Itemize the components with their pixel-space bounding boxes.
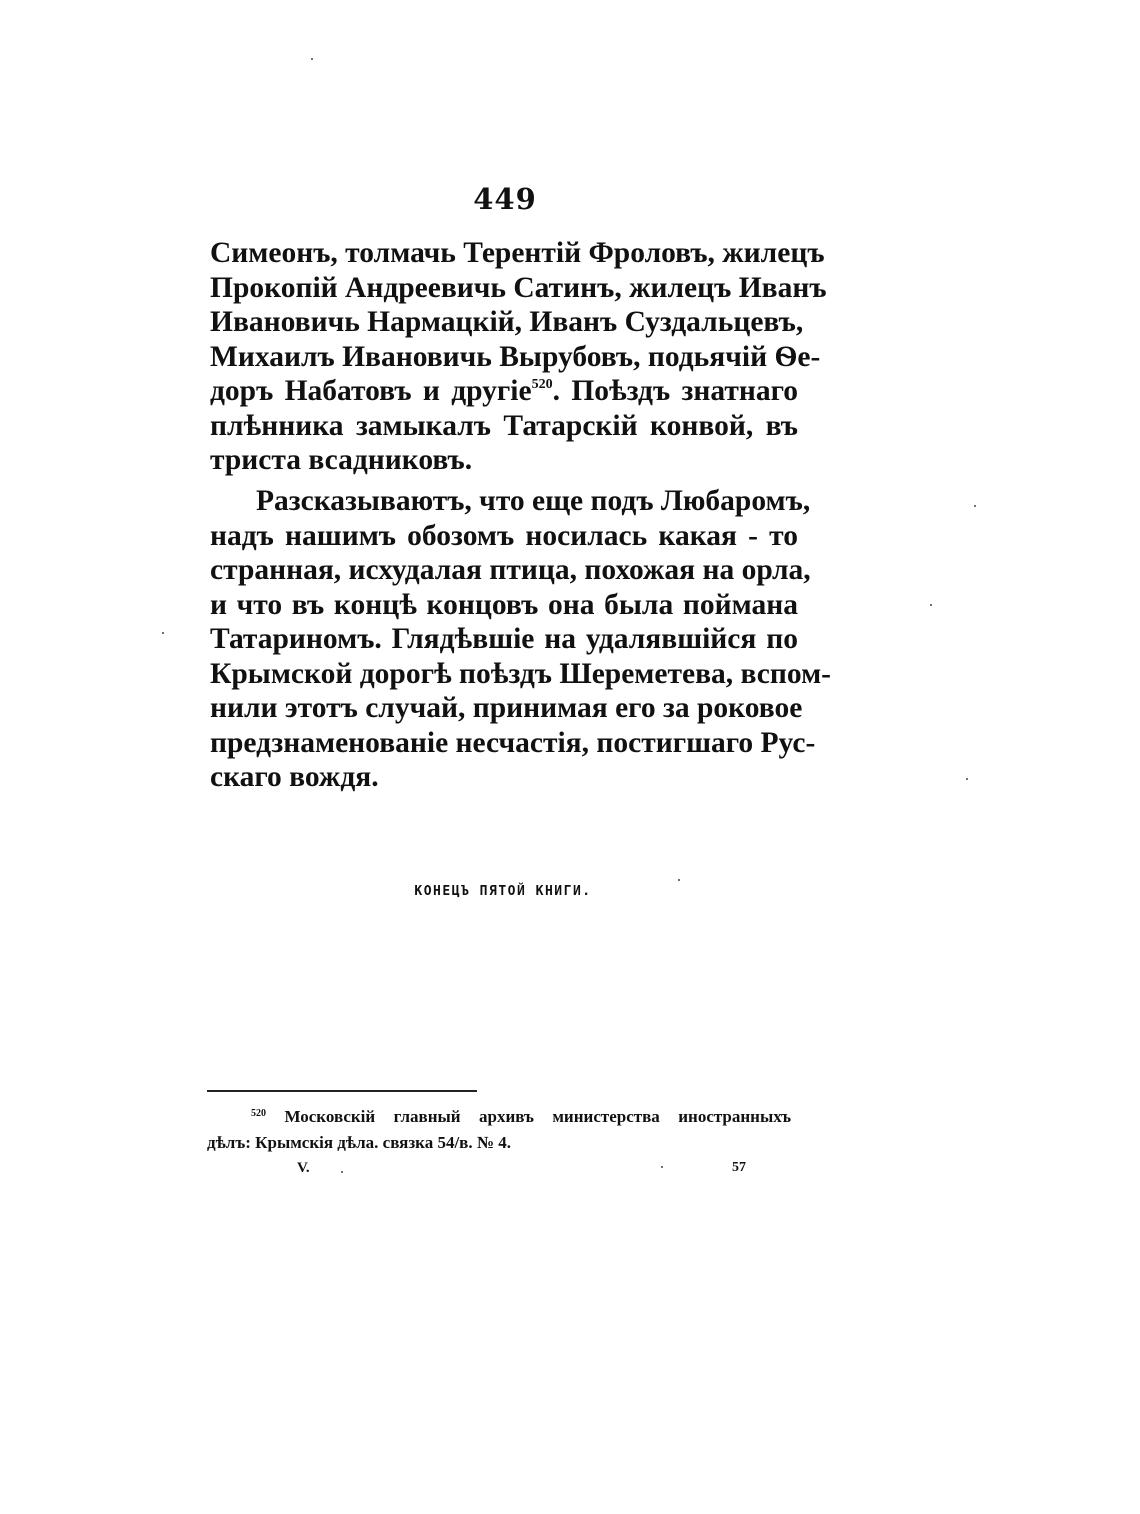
footnote-line: дѣлъ: Крымскія дѣла. связка 54/в. № 4. <box>207 1133 511 1152</box>
text-line: Михаилъ Ивановичь Вырубовъ, подьячій Ѳе- <box>210 340 821 373</box>
footnote-divider <box>207 1090 477 1092</box>
scan-speck <box>162 632 164 634</box>
text-segment: доръ Набатовъ и другіе <box>210 375 532 407</box>
footnote-marker: 520 <box>251 1108 266 1119</box>
scan-speck <box>974 505 976 507</box>
paragraph-1 <box>210 236 827 478</box>
sheet-number: 57 <box>732 1160 746 1175</box>
text-line: предзнаменованіе несчастія, постигшаго Рус- <box>210 726 816 759</box>
text-line: Татариномъ. Глядѣвшіе на удалявшійся по <box>210 623 798 655</box>
scan-speck <box>966 778 968 780</box>
footnote-line <box>207 1104 791 1130</box>
text-line: надъ нашимъ обозомъ носилась какая - то <box>210 519 798 552</box>
text-line: Крымской дорогѣ поѣздъ Шереметева, вспом- <box>210 657 831 690</box>
footnote <box>207 1104 791 1156</box>
text-line: странная, исхудалая птица, похожая на орла, <box>210 554 811 586</box>
footnote-text: Московскій главный архивъ министерства иностранныхъ <box>284 1107 792 1126</box>
text-line: Симеонъ, толмачь Терентій Фроловъ, жилецъ <box>210 237 825 269</box>
text-line: Ивановичь Нармацкій, Иванъ Суздальцевъ, <box>210 306 804 338</box>
scan-speck <box>678 879 680 881</box>
scan-speck <box>341 1171 343 1173</box>
text-line: Разсказываютъ, что еще подъ Любаромъ, <box>256 485 811 517</box>
scan-speck <box>311 58 313 60</box>
text-line: нили этотъ случай, принимая его за роковое <box>210 692 803 724</box>
text-segment: . Поѣздъ знатнаго <box>552 375 798 407</box>
signature-mark: V. <box>297 1160 310 1176</box>
end-of-book-caption: КОНЕЦЪ ПЯТОЙ КНИГИ. <box>414 884 592 899</box>
page-number: 449 <box>473 182 537 216</box>
text-line: Прокопій Андреевичь Сатинъ, жилецъ Иванъ <box>210 271 827 304</box>
text-line: скаго вождя. <box>210 761 379 793</box>
footnote-reference: 520 <box>531 377 553 392</box>
scan-speck <box>661 1166 663 1168</box>
text-line: триста всадниковъ. <box>210 444 473 476</box>
text-line: и что въ концѣ концовъ она была поймана <box>210 588 798 621</box>
paragraph-2 <box>210 484 831 795</box>
text-line-with-footnote-ref <box>210 374 798 409</box>
scan-speck <box>930 604 932 606</box>
text-line: плѣнника замыкалъ Татарскій конвой, въ <box>210 409 798 442</box>
